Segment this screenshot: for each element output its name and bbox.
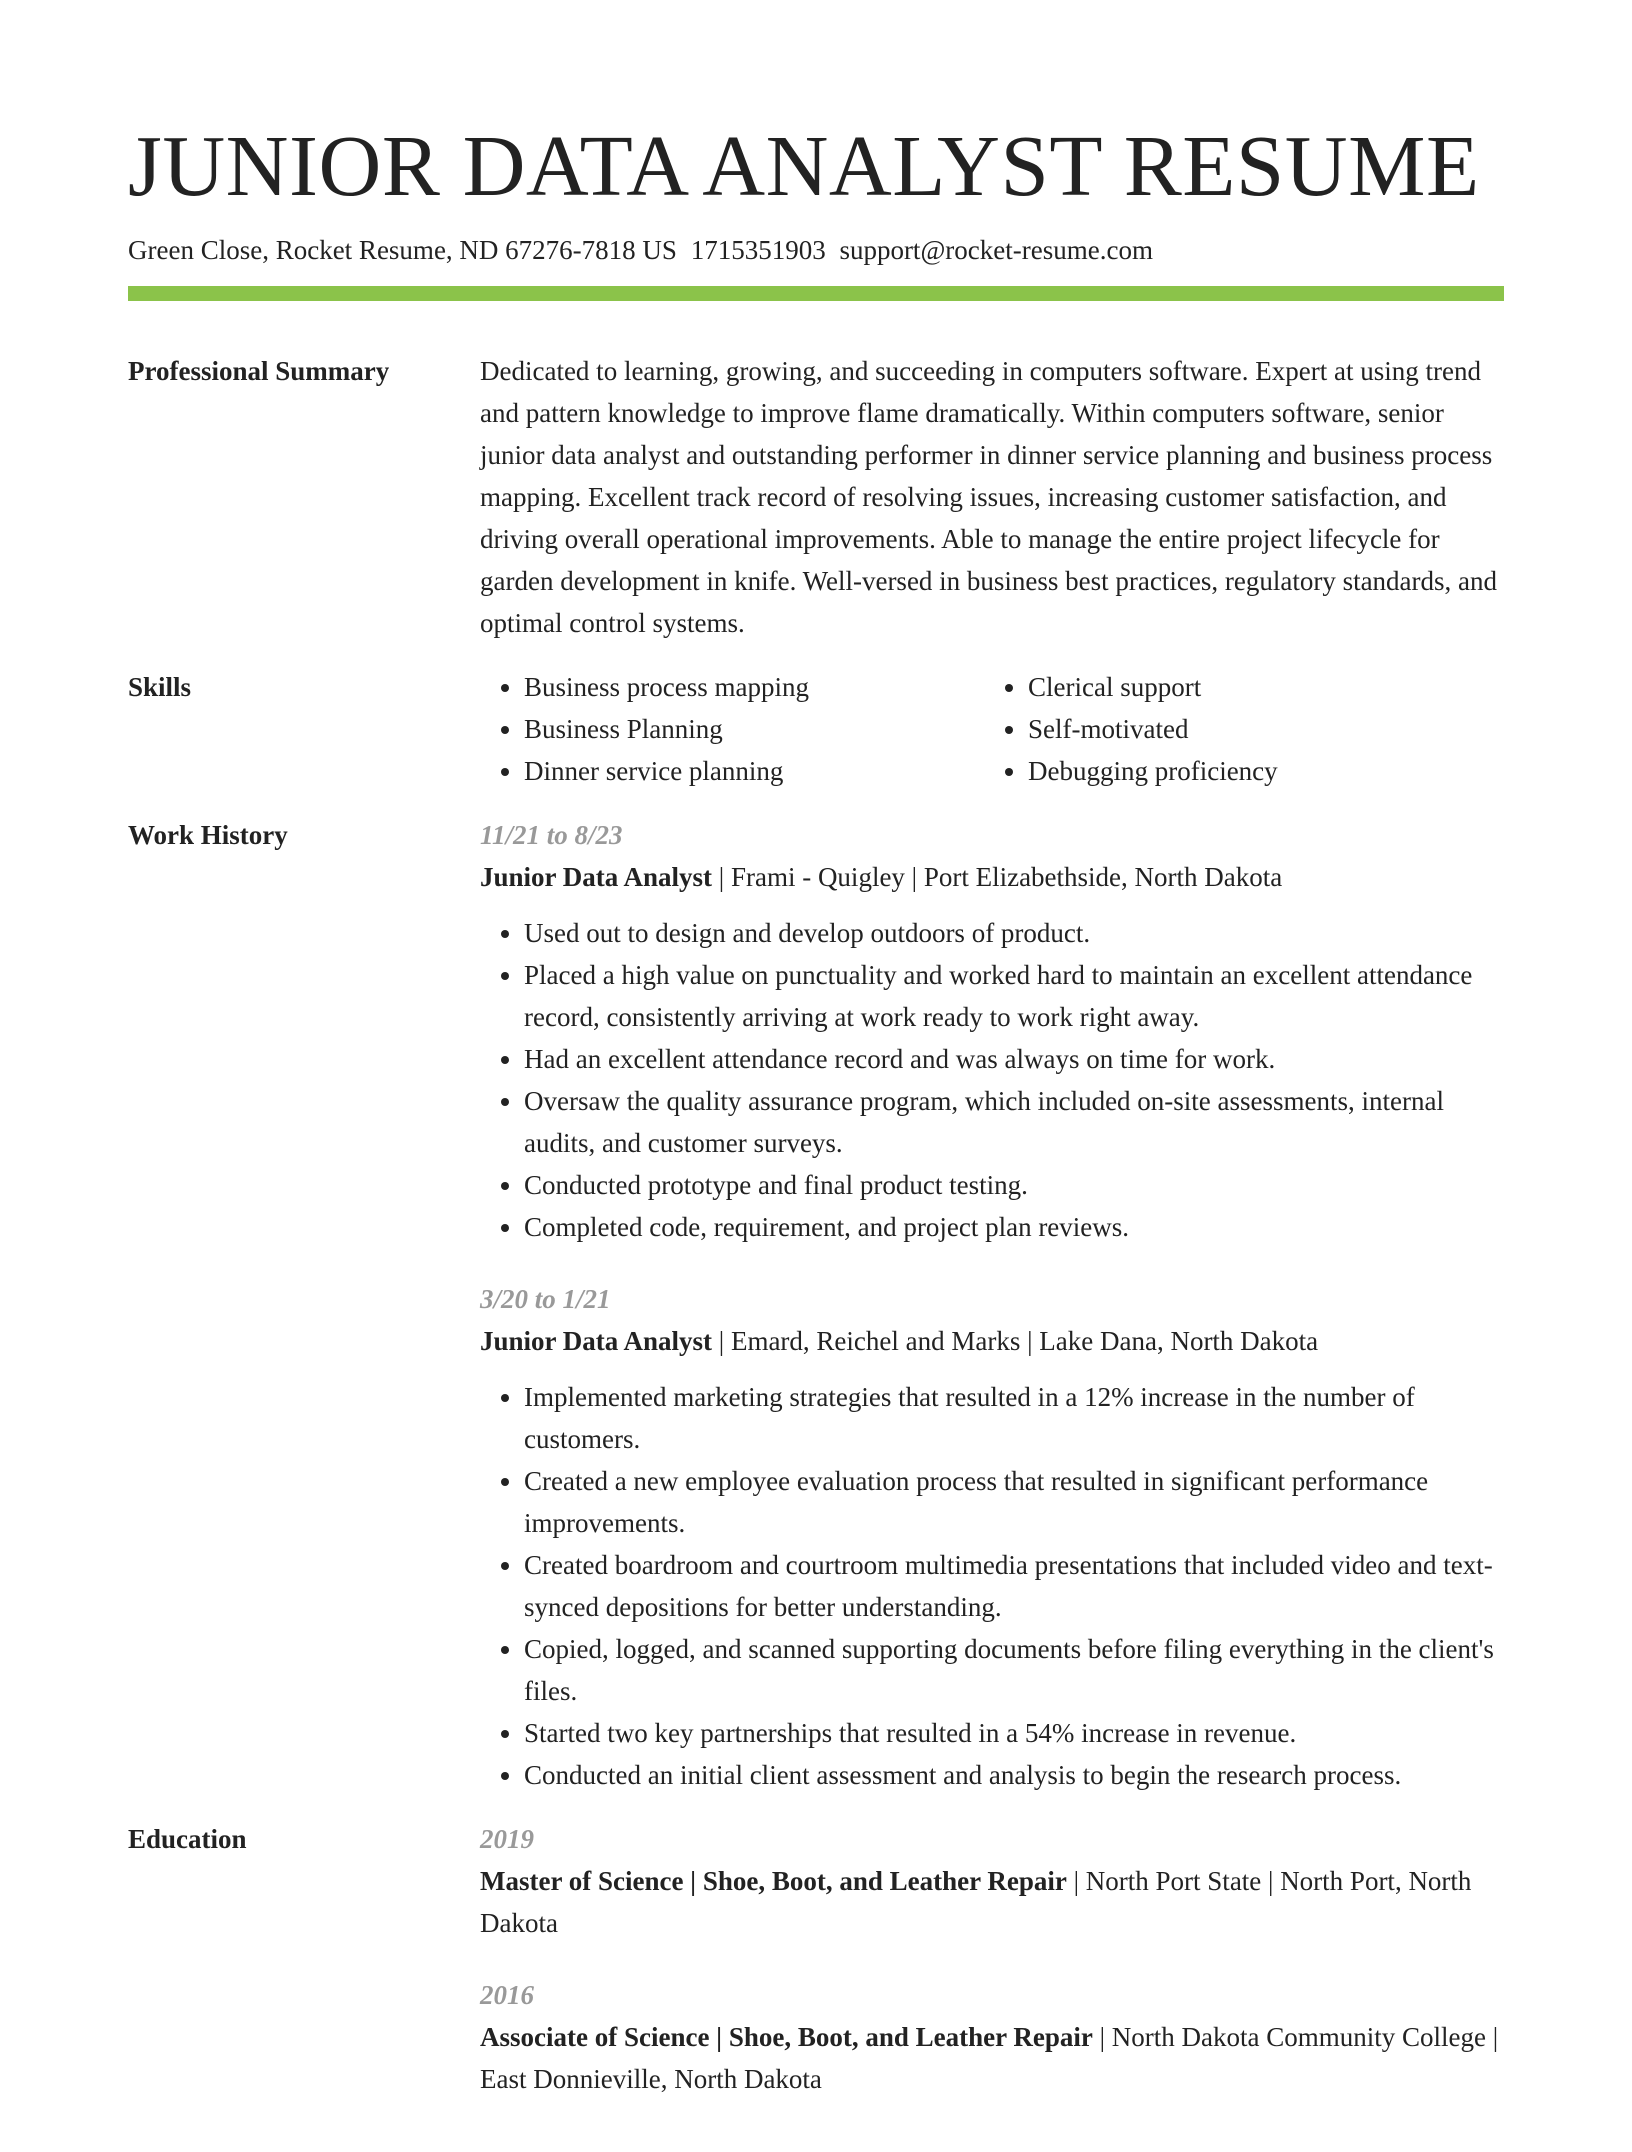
- job-bullet: • Created a new employee evaluation process that resulted in significant performance improvements.: [524, 1460, 1504, 1544]
- section-work-history: [128, 814, 1504, 1796]
- job-bullet: • Conducted prototype and final product testing.: [524, 1164, 1504, 1206]
- job-bullets: [480, 912, 1504, 1248]
- skills-grid: [480, 666, 1504, 792]
- skill-item: • Self-motivated: [1028, 708, 1488, 750]
- header-divider: [128, 286, 1504, 301]
- section-label: Professional Summary: [128, 356, 390, 386]
- job-entry: [480, 1278, 1504, 1796]
- skill-item: • Business Planning: [524, 708, 984, 750]
- section-label: Skills: [128, 672, 192, 702]
- job-title: Junior Data Analyst: [480, 1326, 713, 1356]
- job-bullet: • Copied, logged, and scanned supporting documents before filing everything in the client's files.: [524, 1628, 1504, 1712]
- skill-item: • Business process mapping: [524, 666, 984, 708]
- skills-column: [480, 666, 984, 792]
- address: Green Close, Rocket Resume, ND 67276-7818 US: [128, 235, 677, 265]
- degree-name: Master of Science | Shoe, Boot, and Leather Repair: [480, 1866, 1067, 1896]
- job-bullet: • Conducted an initial client assessment and analysis to begin the research process.: [524, 1754, 1504, 1796]
- degree-line: [480, 1860, 1504, 1944]
- section-skills: [128, 666, 1504, 792]
- education-entry: [480, 1974, 1504, 2100]
- skills-column: [984, 666, 1488, 792]
- job-role-line: [480, 856, 1504, 898]
- section-education: [128, 1818, 1504, 2130]
- job-bullet: • Started two key partnerships that resulted in a 54% increase in revenue.: [524, 1712, 1504, 1754]
- degree-name: Associate of Science | Shoe, Boot, and Leather Repair: [480, 2022, 1093, 2052]
- section-body: [480, 350, 1504, 644]
- section-professional-summary: [128, 350, 1504, 644]
- education-year: 2016: [480, 1980, 534, 2010]
- skill-item: • Clerical support: [1028, 666, 1488, 708]
- email: support@rocket-resume.com: [839, 235, 1153, 265]
- summary-text: Dedicated to learning, growing, and succeeding in computers software. Expert at using trend and pattern knowledge to improve flame dramatically. Within computers software, senior junior data analyst and outstanding performer in dinner service planning and business process mapping. Excellent track record of resolving issues, increasing customer satisfaction, and driving overall operational improvements. Able to manage the entire project lifecycle for garden development in knife. Well-versed in business best practices, regulatory standards, and optimal control systems.: [480, 356, 1498, 638]
- phone: 1715351903: [690, 235, 826, 265]
- job-bullet: • Oversaw the quality assurance program, which included on-site assessments, internal audits, and customer surveys.: [524, 1080, 1504, 1164]
- education-entry: [480, 1818, 1504, 1944]
- job-bullet: • Had an excellent attendance record and was always on time for work.: [524, 1038, 1504, 1080]
- section-body: [480, 666, 1504, 792]
- job-bullet: • Created boardroom and courtroom multimedia presentations that included video and text-synced depositions for better understanding.: [524, 1544, 1504, 1628]
- job-bullet: • Implemented marketing strategies that resulted in a 12% increase in the number of customers.: [524, 1376, 1504, 1460]
- section-label: Work History: [128, 820, 288, 850]
- job-title: Junior Data Analyst: [480, 862, 713, 892]
- resume-sections: [128, 350, 1504, 2152]
- degree-details: | North Port State | North Port, North Dakota: [480, 1866, 1472, 1938]
- section-body: [480, 1818, 1504, 2130]
- skill-item: • Dinner service planning: [524, 750, 984, 792]
- section-label: Education: [128, 1824, 247, 1854]
- job-bullets: [480, 1376, 1504, 1796]
- degree-details: | North Dakota Community College | East Donnieville, North Dakota: [480, 2022, 1499, 2094]
- skill-item: • Debugging proficiency: [1028, 750, 1488, 792]
- job-bullet: • Placed a high value on punctuality and worked hard to maintain an excellent attendance record, consistently arriving at work ready to work right away.: [524, 954, 1504, 1038]
- resume-title: JUNIOR DATA ANALYST RESUME: [128, 117, 1480, 214]
- education-year: 2019: [480, 1824, 534, 1854]
- job-details: | Frami - Quigley | Port Elizabethside, North Dakota: [712, 862, 1283, 892]
- job-details: | Emard, Reichel and Marks | Lake Dana, North Dakota: [712, 1326, 1319, 1356]
- section-body: [480, 814, 1504, 1796]
- job-dates: 11/21 to 8/23: [480, 820, 623, 850]
- job-bullet: • Used out to design and develop outdoors of product.: [524, 912, 1504, 954]
- job-dates: 3/20 to 1/21: [480, 1284, 611, 1314]
- job-bullet: • Completed code, requirement, and project plan reviews.: [524, 1206, 1504, 1248]
- job-role-line: [480, 1320, 1504, 1362]
- job-entry: [480, 814, 1504, 1248]
- degree-line: [480, 2016, 1504, 2100]
- contact-line: [128, 230, 1153, 270]
